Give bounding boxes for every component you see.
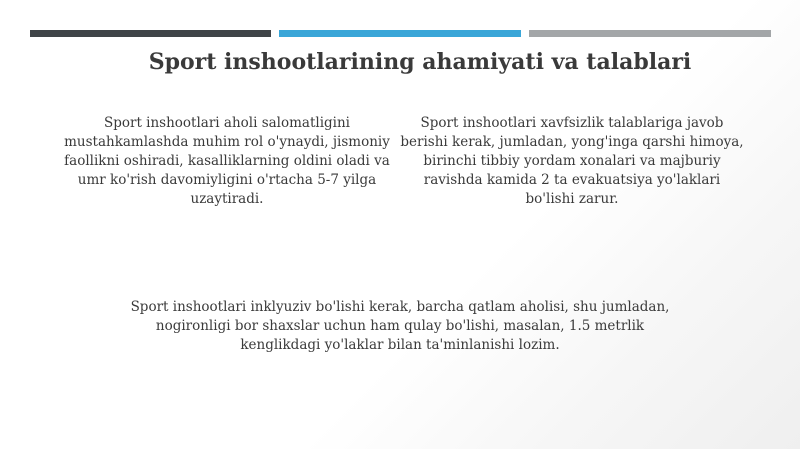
- accent-bar-dark: [30, 30, 271, 37]
- paragraph-inclusivity: Sport inshootlari inklyuziv bo'lishi kerak, barcha qatlam aholisi, shu jumladan, nogironligi bor shaxslar uchun ham qulay bo'lishi, masalan, 1.5 metrlik kenglikdagi yo'laklar bilan ta'minlanishi lozim.: [130, 299, 670, 353]
- paragraph-health: Sport inshootlari aholi salomatligini mustahkamlashda muhim rol o'ynaydi, jismoniy faollikni oshiradi, kasalliklarning oldini oladi va umr ko'rish davomiyligini o'rtacha 5-7 yilga uzaytiradi.: [64, 115, 390, 207]
- slide-title: Sport inshootlarining ahamiyati va talablari: [148, 49, 692, 75]
- paragraph-safety: Sport inshootlari xavfsizlik talablariga javob berishi kerak, jumladan, yong'inga qarshi himoya, birinchi tibbiy yordam xonalari va majburiy ravishda kamida 2 ta evakuatsiya yo'laklari bo'lishi zarur.: [400, 115, 744, 207]
- accent-bar-gray: [529, 30, 771, 37]
- accent-bar-blue: [279, 30, 521, 37]
